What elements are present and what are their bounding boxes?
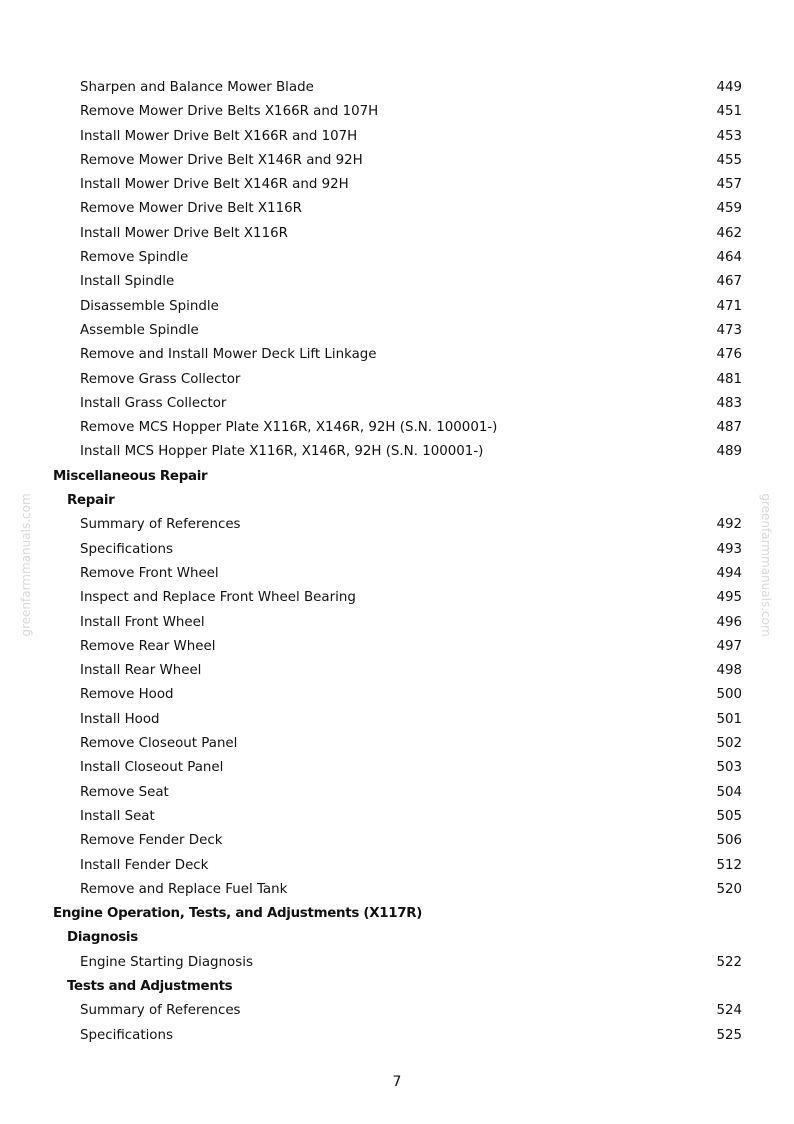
- toc-entry-title: Engine Operation, Tests, and Adjustments (X117R): [53, 906, 423, 922]
- toc-entry-title: Disassemble Spindle: [80, 298, 219, 314]
- toc-entry-page-number: 464: [716, 250, 742, 266]
- toc-entry-title: Remove and Replace Fuel Tank: [80, 881, 288, 897]
- toc-entry-title: Summary of References: [80, 1003, 241, 1019]
- toc-entry[interactable]: [0, 440, 794, 464]
- toc-entry[interactable]: [0, 829, 794, 853]
- toc-entry-page-number: 487: [716, 420, 742, 436]
- toc-subsection-heading[interactable]: [0, 489, 794, 513]
- toc-entry[interactable]: [0, 586, 794, 610]
- toc-entry[interactable]: [0, 125, 794, 149]
- toc-entry-title: Install MCS Hopper Plate X116R, X146R, 92H (S.N. 100001-): [80, 444, 484, 460]
- toc-entry-page-number: 504: [716, 784, 742, 800]
- toc-entry-page-number: 483: [716, 395, 742, 411]
- toc-entry-page-number: 524: [716, 1003, 742, 1019]
- toc-entry-page-number: 473: [716, 322, 742, 338]
- toc-entry-title: Install Mower Drive Belt X166R and 107H: [80, 128, 358, 144]
- toc-entry[interactable]: [0, 416, 794, 440]
- toc-entry[interactable]: [0, 1024, 794, 1048]
- toc-entry-title: Install Spindle: [80, 274, 175, 290]
- toc-entry-page-number: 494: [716, 565, 742, 581]
- toc-entry-title: Specifications: [80, 541, 173, 557]
- toc-entry-title: Install Hood: [80, 711, 160, 727]
- toc-entry-page-number: 503: [716, 760, 742, 776]
- toc-entry-page-number: 471: [716, 298, 742, 314]
- toc-entry-title: Diagnosis: [67, 930, 138, 946]
- toc-entry-title: Install Rear Wheel: [80, 663, 202, 679]
- toc-entry[interactable]: [0, 708, 794, 732]
- toc-entry-title: Engine Starting Diagnosis: [80, 954, 253, 970]
- toc-entry-title: Install Front Wheel: [80, 614, 205, 630]
- toc-entry-page-number: 502: [716, 736, 742, 752]
- toc-entry-page-number: 520: [716, 881, 742, 897]
- toc-entry[interactable]: [0, 683, 794, 707]
- toc-entry-title: Install Seat: [80, 808, 155, 824]
- toc-subsection-heading[interactable]: [0, 975, 794, 999]
- toc-entry-page-number: 501: [716, 711, 742, 727]
- toc-entry-page-number: 493: [716, 541, 742, 557]
- toc-entry[interactable]: [0, 732, 794, 756]
- toc-entry-page-number: 496: [716, 614, 742, 630]
- toc-entry[interactable]: [0, 562, 794, 586]
- toc-entry-page-number: 476: [716, 347, 742, 363]
- table-of-contents: [0, 76, 794, 1048]
- toc-entry-page-number: 467: [716, 274, 742, 290]
- toc-entry[interactable]: [0, 76, 794, 100]
- toc-section-heading[interactable]: [0, 902, 794, 926]
- toc-entry[interactable]: [0, 343, 794, 367]
- toc-entry-page-number: 455: [716, 152, 742, 168]
- page-number: 7: [392, 1074, 402, 1090]
- toc-entry-title: Summary of References: [80, 517, 241, 533]
- toc-entry-title: Remove Seat: [80, 784, 169, 800]
- toc-entry-page-number: 498: [716, 663, 742, 679]
- toc-entry[interactable]: [0, 781, 794, 805]
- watermark-right: greenfarmmanuals.com: [759, 493, 773, 637]
- toc-entry-page-number: 522: [716, 954, 742, 970]
- toc-entry[interactable]: [0, 538, 794, 562]
- toc-entry-page-number: 462: [716, 225, 742, 241]
- toc-entry-page-number: 525: [716, 1027, 742, 1043]
- toc-entry[interactable]: [0, 635, 794, 659]
- toc-entry-page-number: 489: [716, 444, 742, 460]
- toc-entry-page-number: 505: [716, 808, 742, 824]
- toc-entry-title: Install Mower Drive Belt X146R and 92H: [80, 177, 349, 193]
- toc-entry-title: Miscellaneous Repair: [53, 468, 208, 484]
- toc-entry-page-number: 449: [716, 80, 742, 95]
- toc-entry[interactable]: [0, 246, 794, 270]
- toc-entry-page-number: 492: [716, 517, 742, 533]
- toc-entry-page-number: 497: [716, 638, 742, 654]
- toc-entry-title: Install Mower Drive Belt X116R: [80, 225, 288, 241]
- toc-entry-page-number: 500: [716, 687, 742, 703]
- toc-subsection-heading[interactable]: [0, 926, 794, 950]
- toc-entry-title: Install Closeout Panel: [80, 760, 224, 776]
- toc-entry-title: Remove and Install Mower Deck Lift Linkage: [80, 347, 377, 363]
- toc-entry[interactable]: [0, 756, 794, 780]
- toc-entry-page-number: 457: [716, 177, 742, 193]
- toc-entry-title: Install Grass Collector: [80, 395, 227, 411]
- toc-entry[interactable]: [0, 611, 794, 635]
- toc-entry[interactable]: [0, 854, 794, 878]
- toc-entry-page-number: 506: [716, 833, 742, 849]
- toc-entry-title: Assemble Spindle: [80, 322, 199, 338]
- toc-section-heading[interactable]: [0, 465, 794, 489]
- toc-entry[interactable]: [0, 999, 794, 1023]
- toc-entry[interactable]: [0, 368, 794, 392]
- toc-entry[interactable]: [0, 173, 794, 197]
- toc-entry[interactable]: [0, 197, 794, 221]
- toc-entry[interactable]: [0, 513, 794, 537]
- toc-entry-title: Remove Closeout Panel: [80, 736, 238, 752]
- toc-entry[interactable]: [0, 295, 794, 319]
- toc-entry[interactable]: [0, 878, 794, 902]
- toc-entry-title: Remove Front Wheel: [80, 565, 219, 581]
- toc-entry-title: Sharpen and Balance Mower Blade: [80, 80, 314, 95]
- toc-entry-title: Remove Spindle: [80, 250, 189, 266]
- toc-entry[interactable]: [0, 149, 794, 173]
- toc-entry[interactable]: [0, 659, 794, 683]
- toc-entry-title: Remove MCS Hopper Plate X116R, X146R, 92H (S.N. 100001-): [80, 420, 498, 436]
- toc-entry-page-number: 459: [716, 201, 742, 217]
- toc-entry-title: Remove Grass Collector: [80, 371, 241, 387]
- toc-entry[interactable]: [0, 222, 794, 246]
- toc-entry-title: Tests and Adjustments: [67, 978, 233, 994]
- toc-entry[interactable]: [0, 392, 794, 416]
- toc-entry-title: Remove Mower Drive Belts X166R and 107H: [80, 104, 379, 120]
- toc-entry-title: Install Fender Deck: [80, 857, 209, 873]
- toc-entry-title: Specifications: [80, 1027, 173, 1043]
- toc-entry-title: Remove Fender Deck: [80, 833, 223, 849]
- toc-entry-page-number: 481: [716, 371, 742, 387]
- toc-entry[interactable]: [0, 805, 794, 829]
- toc-entry-title: Remove Mower Drive Belt X116R: [80, 201, 302, 217]
- toc-entry-page-number: 453: [716, 128, 742, 144]
- toc-entry-title: Remove Rear Wheel: [80, 638, 216, 654]
- toc-entry-page-number: 495: [716, 590, 742, 606]
- toc-entry-title: Inspect and Replace Front Wheel Bearing: [80, 590, 356, 606]
- watermark-left: greenfarmmanuals.com: [19, 493, 33, 637]
- toc-entry[interactable]: [0, 100, 794, 124]
- toc-entry[interactable]: [0, 951, 794, 975]
- toc-entry-title: Remove Hood: [80, 687, 174, 703]
- toc-entry[interactable]: [0, 270, 794, 294]
- toc-entry-page-number: 451: [716, 104, 742, 120]
- toc-entry[interactable]: [0, 319, 794, 343]
- toc-entry-title: Remove Mower Drive Belt X146R and 92H: [80, 152, 363, 168]
- toc-entry-page-number: 512: [716, 857, 742, 873]
- toc-entry-title: Repair: [67, 493, 115, 509]
